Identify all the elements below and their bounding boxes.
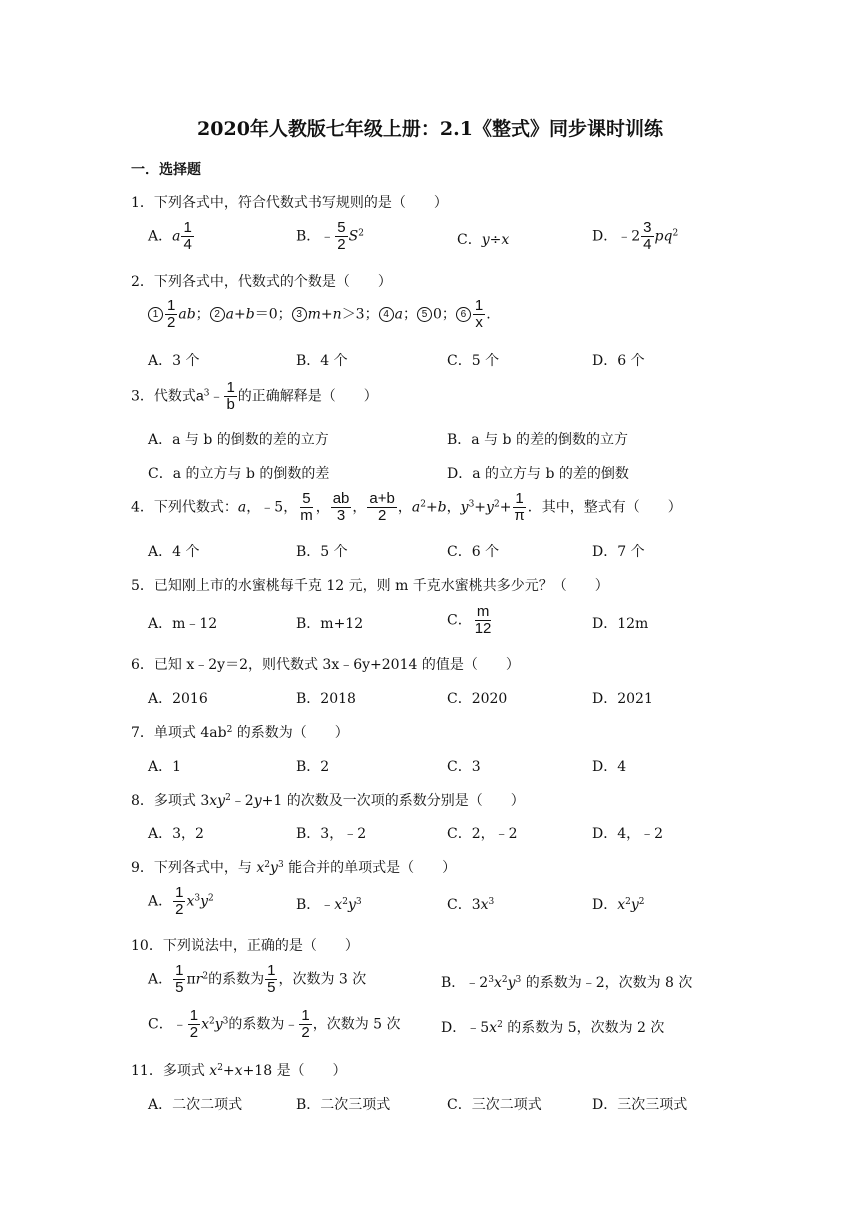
q9-option-d: D．$x^2y^2$ [592, 897, 645, 913]
q6-option-a: A．2016 [148, 691, 208, 707]
q7-option-b: B．2 [296, 759, 330, 775]
q7-option-c: C．3 [447, 759, 481, 775]
question-9-stem: 9．下列各式中，与 $x^2y^3$ 能合并的单项式是（ ） [131, 860, 457, 876]
q11-option-a: A．二次二项式 [148, 1097, 243, 1113]
q11-option-b: B．二次三项式 [296, 1097, 391, 1113]
q8-option-a: A．3，2 [148, 826, 204, 842]
q9-option-b: B．$﹣x^2y^3$ [296, 897, 362, 913]
q7-option-d: D．4 [592, 759, 627, 775]
q8-option-b: B．3，﹣2 [296, 826, 367, 842]
question-7-stem: 7．单项式 $4ab^2$ 的系数为（ ） [131, 725, 349, 741]
q11-option-d: D．三次三项式 [592, 1097, 688, 1113]
q2-option-d: D．6 个 [592, 353, 645, 369]
question-10-stem: 10．下列说法中，正确的是（ ） [131, 938, 359, 954]
q9-option-a: A． $\frac{1}{2}$ $x^3y^2$ [148, 884, 214, 918]
q1-option-a: A．a $\frac{1}{4}$ [148, 219, 192, 253]
q2-option-a: A．3 个 [148, 353, 200, 369]
q1-option-d: D．﹣2 $\frac{3}{4}$ $pq^2$ [592, 219, 679, 253]
q2-option-b: B．4 个 [296, 353, 348, 369]
q3-option-b: B．a 与 b 的差的倒数的立方 [447, 432, 628, 448]
q7-option-a: A．1 [148, 759, 182, 775]
q10-option-b: B．$﹣2^3x^2y^3$ 的系数为﹣2，次数为 8 次 [441, 975, 693, 991]
q5-option-c: C． $\frac{m}{12}$ [447, 603, 492, 637]
question-4-stem: 4．下列代数式：a，﹣5， $\frac{5}{m}$ ， $\frac{ab}{3}$ ， $\frac{a+b}{2}$ ，$a^2+b$，$y^3+y^2+$ $\frac{1}{\pi}$ ．其中，整式有（ ） [131, 490, 682, 524]
question-5-stem: 5．已知刚上市的水蜜桃每千克 12 元，则 m 千克水蜜桃共多少元？（ ） [131, 578, 609, 594]
q3-option-d: D．a 的立方与 b 的差的倒数 [447, 466, 629, 482]
q3-option-c: C．a 的立方与 b 的倒数的差 [148, 466, 330, 482]
q1-option-c: C．y÷x [457, 232, 510, 248]
q4-option-a: A．4 个 [148, 544, 200, 560]
q4-option-c: C．6 个 [447, 544, 500, 560]
q1-option-b: B．﹣ $\frac{5}{2}$ $S^2$ [296, 219, 364, 253]
q6-option-c: C．2020 [447, 691, 508, 707]
q9-option-c: C．$3x^3$ [447, 897, 495, 913]
q4-option-d: D．7 个 [592, 544, 645, 560]
q10-option-c: C．﹣ $\frac{1}{2}$ $x^2y^3$的系数为﹣ $\frac{1}{2}$ ，次数为 5 次 [148, 1007, 401, 1041]
q5-option-d: D．12m [592, 616, 649, 632]
question-2-stem: 2．下列各式中，代数式的个数是（ ） [131, 274, 392, 290]
question-6-stem: 6．已知 x﹣2y＝2，则代数式 3x﹣6y+2014 的值是（ ） [131, 657, 520, 673]
question-3-stem: 3．代数式$a^3﹣$ $\frac{1}{b}$ 的正确解释是（ ） [131, 379, 378, 413]
q6-option-b: B．2018 [296, 691, 356, 707]
q6-option-d: D．2021 [592, 691, 653, 707]
q11-option-c: C．三次二项式 [447, 1097, 542, 1113]
question-8-stem: 8．多项式 $3xy^2﹣2y+1$ 的次数及一次项的系数分别是（ ） [131, 793, 525, 809]
q10-option-d: D．$﹣5x^2$ 的系数为 5，次数为 2 次 [441, 1020, 665, 1036]
q8-option-d: D．4，﹣2 [592, 826, 664, 842]
page-title: 2020年人教版七年级上册：2.1《整式》同步课时训练 [197, 118, 663, 140]
q2-expression-list: 1 $\frac{1}{2}$ ab； 2 a+b＝0； 3 m+n＞3； 4 a； 5 0； 6 $\frac{1}{x}$ . [148, 298, 491, 331]
q10-option-a: A． $\frac{1}{5}$ $\pi r^2$的系数为 $\frac{1}{5}$ ，次数为 3 次 [148, 962, 367, 996]
q5-option-a: A．m﹣12 [148, 616, 218, 632]
question-1-stem: 1．下列各式中，符合代数式书写规则的是（ ） [131, 195, 448, 211]
q3-option-a: A．a 与 b 的倒数的差的立方 [148, 432, 329, 448]
q5-option-b: B．m+12 [296, 616, 364, 632]
q8-option-c: C．2，﹣2 [447, 826, 518, 842]
section-heading: 一．选择题 [131, 162, 201, 178]
q4-option-b: B．5 个 [296, 544, 348, 560]
q2-option-c: C．5 个 [447, 353, 500, 369]
question-11-stem: 11．多项式 $x^2+x+18$ 是（ ） [131, 1063, 347, 1079]
